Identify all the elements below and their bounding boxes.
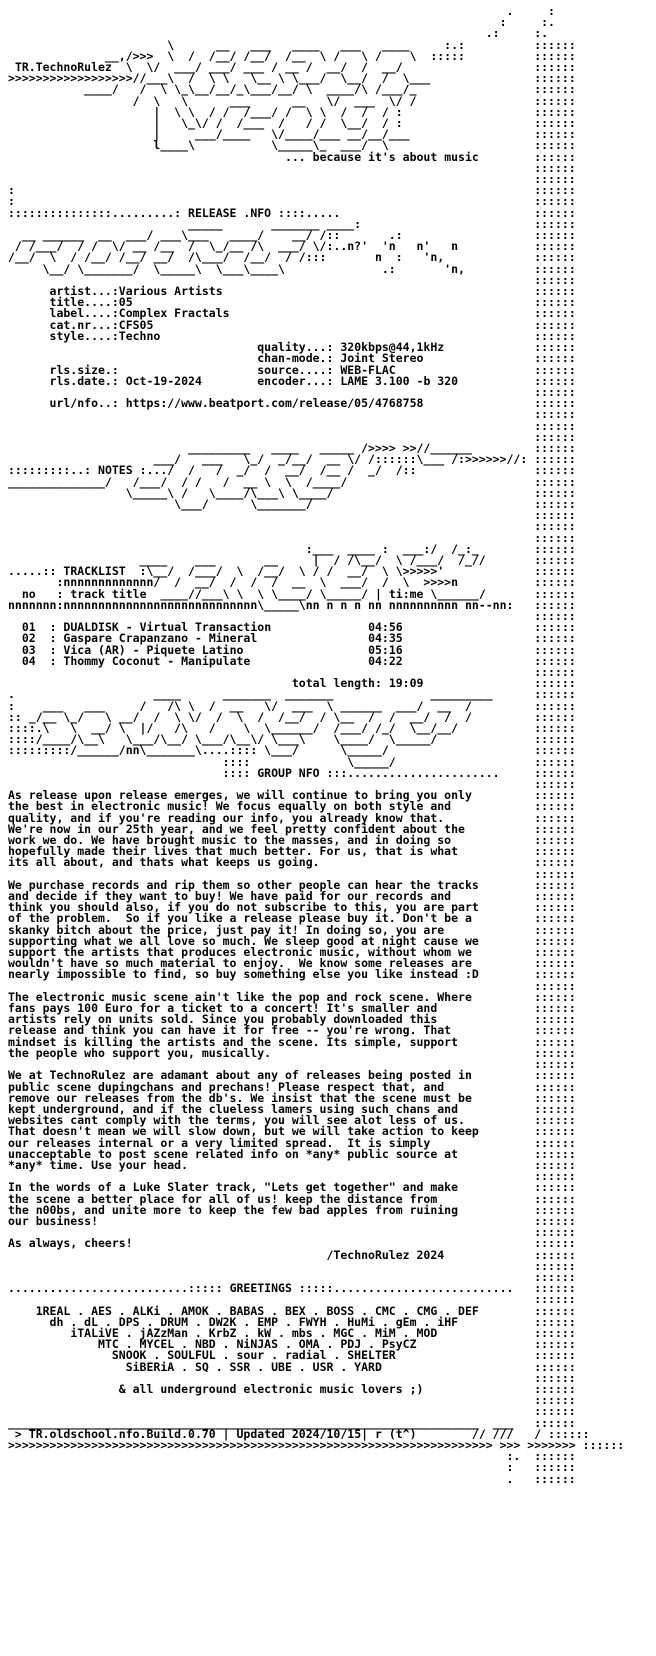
right-border: ::::::: [464, 37, 576, 52]
right-border: ::::::: [485, 552, 576, 567]
right-border: ::::::: [458, 1314, 576, 1329]
track-no: 01: [21, 620, 36, 635]
ascii-art: \ __ ___ ____ ___ ____ :.:: [8, 37, 465, 52]
right-border: :.: [506, 15, 555, 30]
group-text-line: As always, cheers!: [8, 1236, 133, 1251]
right-border: ::::::: [8, 407, 576, 422]
right-border: ::::::: [423, 396, 576, 411]
right-border: ::::::: [451, 799, 576, 814]
ascii-art: / \ \ ___ __ \/ ___ \/ /: [8, 93, 417, 108]
right-border: ::::::: [423, 1381, 576, 1396]
right-border: ::::::: [395, 754, 576, 769]
ascii-art: \__/ \_______/ \_____\ \___\____\ .: 'n,: [8, 261, 465, 276]
group-text-line: mindset is killing the artists and the scene. Its simple, support: [8, 1034, 459, 1049]
right-border: ::::::: [8, 272, 576, 287]
right-border: ::::::: [478, 541, 576, 556]
ascii-art: | ___/____ \/____/___ __/__/___: [8, 127, 410, 142]
right-border: ::::::: [8, 1057, 576, 1072]
right-border: ::::::: [8, 384, 576, 399]
ascii-art: :: [8, 194, 15, 209]
right-border: ::::::: [444, 250, 576, 265]
right-border: ::::::: [458, 575, 576, 590]
right-border: ::::::: [312, 496, 576, 511]
ascii-art: . ____ _______ _______ _________: [8, 687, 493, 702]
group-text-line: the people who support you, musically.: [8, 1045, 272, 1060]
right-border: ::::::: [8, 1292, 576, 1307]
right-border: ::::::: [478, 967, 576, 982]
group-text-line: As release upon release emerges, we will continue to bring you only: [8, 788, 472, 803]
ascii-art: l____\ \_____\_ ___/ \: [8, 138, 389, 153]
ascii-art: :nnnnnnnnnnnnn/ / __/ / / / __ \ ___/ / \ >>>>n: [8, 575, 459, 590]
group-text-line: In the words of a Luke Slater track, "Lets get together" and make: [8, 1180, 459, 1195]
group-text-line: think you should also, if you do not subscribe to this, you are part: [8, 900, 479, 915]
col-no: no: [21, 586, 36, 601]
ascii-art: nnnnnnn:nnnnnnnnnnnnnnnnnnnnnnnnnnnn\_____\nn n n n nn nnnnnnnnnn nn--nn:: [8, 597, 514, 612]
right-border: ::::::: [471, 709, 576, 724]
right-border: ::::::: [464, 821, 576, 836]
right-border: ::::::: [402, 631, 576, 646]
section-tracklist: TRACKLIST: [63, 564, 126, 579]
right-border: ::::::: [8, 429, 576, 444]
release-quality: 320kbps@44,1kHz: [340, 340, 445, 355]
nfo-document: . : : :. .: :. \ __ ___ ____ ___ ____ :.: :::::: __,/>>> \ / /__/ /__/ /__ \ / \ / \ ::::: :::::: TR.TechnoRulez \ \/ ___/ ___/ ___ / __ / __/ / __/ :::::: >>>>>>>>>>>>>>>>>>//___\ / \ \ \__ \ \___/ \__/ / \___ :::::: ____/ / \ \_\__/__/_\___/__/ \ ____/\ /___/_ :::::: / \ \ ___ __ \/ ___ \/ / :::::: | \ \ / / /___/ / \ \ / / / : :::::: | \_\/ / /___ / / / \__/ / : :::::: | ___/____ \/____/___ __/__/___ :::::: l____\ \_____\_ ___/ \ :::::: ... because it's about music :::::: :::::: :::::: : :::::: : :::::: :::::::::::::::.........: RELEASE .NFO ::::..... :::::: _____ _______ ____: :::::: __ ______ __ ___/ ___\___ ____/ __/ /:: .: :::::: / /___/ / / \/ __ /__ / \_/__ /\ ___/ \/:..n?' 'n n' n :::::: /__/ \ / /__/ /__/ __/ /\___/ /__/ / /::: n : 'n, :::::: \__/ \_______/ \_____\ \___\____\ .: 'n, :::::: :::::: artist...:Various Artists :::::: title....:05 :::::: label....:Complex Fractals :::::: cat.nr...:CFS05 :::::: style....:Techno :::::: quality...: 320kbps@44,1kHz :::::: chan-mode.: Joint Stereo :::::: rls.size.: source....: WEB-FLAC :::::: rls.date.: Oct-19-2024 encoder...: LAME 3.100 -b 320 :::::: :::::: url/nfo..: https://www.beatport.com/release/05/4768758 :::::: :::::: :::::: :::::: _________ ____ _____ />>>> >>//______ :::::: ___/ ___ \_/ _/__/ __ \/ /::::::\___ /:>>>>>>//: :::::: :::::::::..: NOTES :.../ / / _/ / __/ /__ / _/ /:: :::::: ______________/ /___/ / / / __ \ \ /____/ :::::: \_____\ / \____/\___\ \____/ :::::: \___/ \_______/ :::::: :::::: :::::: :::::: :___ ____ : ___:/ /_:_ :::::: ____ ___ __ | / /\__/ \ /___/ /_// :::::: .....:: TRACKLIST :\__/ /___/ \ /__/ \ / / __/ \ \>>>>>' :::::: :nnnnnnnnnnnnn/ / __/ / / / __ \ ___/ / \ >>>>n :::::: no : track title ____//___\ \ \ \____/ \_____/ | ti:me \______/ :::::: nnnnnnn:nnnnnnnnnnnnnnnnnnnnnnnnnnnn\_____\nn n n n nn nnnnnnnnnn nn--nn: :::::: :::::: 01 : DUALDISK - Virtual Transaction 04:56 :::::: 02 : Gaspare Crapanzano - Mineral 04:35 :::::: 03 : Vica (AR) - Piquete Latino 05:16 :::::: 04 : Thommy Coconut - Manipulate 04:22 :::::: :::::: total length: 19:09 :::::: . ____ _______ _______ _________ :::::: : ___ ___ / /\ \ / __ \/ ___ \ ______ ___/ __ / :::::: :: _/__ \_/ \ __/ / \ \/ / \ / /__/ / \__ / / __/ / / :::::: ::::.\ \ __/ \ |/ /\ / \ \______/ /___/ /_/ \__/__/ :::::: ::::/____/\__\ \___/\__/ \___/\__\/ \___\ \____/ \_____/ :::::: :::::::::/______/nn\_______\....:::: \___/ \_____/ :::::: :::: \_____/ :::::: :::: GROUP NFO :::...................... :::::: :::::: As release upon release emerges, we will continue to bring you only :::::: the best in electronic music! We focus equally on both style and :::::: quality, and if you're reading our info, you already know that. :::::: We're now in our 25th year, and we feel pretty confident about the :::::: work we do. We have brought music to the masses, and in doing so :::::: hopefully made their lives that much better. For us, that is what :::::: its all about, and thats what keeps us going. :::::: :::::: We purchase records and rip them so other people can hear the tracks :::::: and decide if they want to buy! We have paid for our records and :::::: think you should also, if you do not subscribe to this, you are part :::::: of the problem. So if you like a release please buy it. Don't be a :::::: skanky bitch about the price, just pay it! In doing so, you are :::::: supporting what we all love so much. We sleep good at night cause we :::::: support the artists that produces electronic music, without whom we :::::: wouldn't have so much material to enjoy. We know some releases are :::::: nearly impossible to find, so buy something else you like instead :D :::::: :::::: The electronic music scene ain't like the pop and rock scene. Where :::::: fans pays 100 Euro for a ticket to a concert! It's smaller and :::::: artists rely on units sold. Since you probably downloaded this :::::: release and think you can have it for free -- you're wrong. That :::::: mindset is killing the artists and the scene. Its simple, support :::::: the people who support you, musically. :::::: :::::: We at TechnoRulez are adamant about any of releases being posted in :::::: public scene dupingchans and prechans! Please respect that, and :::::: remove our releases from the db's. We insist that the scene must be :::::: kept underground, and if the clueless lamers using such chans and :::::: websites cant comply with the terms, you will see alot less of us. :::::: That doesn't mean we will slow down, but we will take action to keep :::::: our releases internal or a very limited spread. It is simply :::::: unacceptable to post scene related info on *any* public source at :::::: *any* time. Use your head. :::::: :::::: In the words of a Luke Slater track, "Lets get together" and make :::::: the scene a better place for all of us! keep the distance from :::::: the n00bs, and unite more to keep the few bad apples from ruining :::::: our business! :::::: :::::: As always, cheers! :::::: /TechnoRulez 2024 :::::: :::::: :::::: ..........................::::: GREETINGS :::::.......................... :::::: :::::: 1REAL . AES . ALKi . AMOK . BABAS . BEX . BOSS . CMC . CMG . DEF :::::: dh . dL . DPS . DRUM . DW2K . EMP . FWYH . HuMi . gEm . iHF :::::: iTALiVE . jAZzMan . KrbZ . kW . mbs . MGC . MiM . MOD :::::: MTC . MYCEL . NBD . NiNJAS . OMA . PDJ . PsyCZ :::::: SNOOK . SOULFUL . sour . radial . SHELTER :::::: SiBERiA . SQ . SSR . UBE . USR . YARD :::::: :::::: & all underground electronic music lovers ;) :::::: :::::: :::::: ____________________________________________________________________ ___ :::::: > TR.oldschool.nfo.Build.0.70 | Updated 2024/10/15| r (t^) // /// / :::::: >>>>>>>>>>>>>>>>>>>>>>>>>>>>>>>>>>>>>>>>>>>>>>>>>>>>>>>>>>>>>>>>>>>>>> >>> >>>>>>> :::::: :. :::::: : :::::: . ::::::: [8, 4, 625, 1486]
ascii-art: :: [8, 15, 507, 30]
right-border: ::::::: [160, 328, 576, 343]
right-border: ::::::: [513, 1415, 576, 1430]
right-border: ::::::: [471, 1090, 576, 1105]
section-notes: NOTES: [98, 463, 133, 478]
right-border: ::::::: [8, 608, 576, 623]
col-time: ti:me: [388, 586, 424, 601]
right-border: ::::::: [458, 721, 576, 735]
brand-name: TR.TechnoRulez: [14, 60, 112, 75]
right-border: ::::::: [188, 1157, 576, 1172]
right-border: ::::::: [471, 788, 576, 803]
group-text-line: of the problem. So if you like a release please buy it. Don't be a: [8, 911, 472, 926]
right-border: ::::::: [409, 127, 576, 142]
section-greetings: GREETINGS: [229, 1281, 292, 1296]
right-border: ::::::: [229, 306, 576, 321]
right-border: ::::::: [14, 194, 576, 209]
right-border: ::::::: [478, 933, 576, 948]
ascii-art: /__/ \ / /__/ /__/ __/ /\___/ /__/ / /::: n : 'n,: [8, 250, 445, 265]
ascii-art: : ___ ___ / /\ \ / __ \/ ___ \ ______ ___/ __ /: [8, 698, 472, 713]
ascii-art: ____/ / \ \_\__/__/_\___/__/ \ ____/\ /___/_: [8, 82, 417, 97]
ascii-art: .: [8, 4, 514, 18]
ascii-art: __ ______ __ ___/ ___\___ ____/ __/ /:: .:: [8, 228, 403, 243]
right-border: ::::::: [451, 889, 576, 904]
total-length-label: total length:: [291, 676, 382, 691]
group-text-line: We're now in our 25th year, and we feel pretty confident about the: [8, 821, 465, 836]
greetings-line: SiBERiA . SQ . SSR . UBE . USR . YARD: [125, 1359, 382, 1374]
group-text-line: and decide if they want to buy! We have paid for our records and: [8, 889, 452, 904]
right-border: ::::::: [444, 810, 576, 825]
right-border: ::::::: [8, 1169, 576, 1184]
footer-build: TR.oldschool.nfo.Build.0.70: [28, 1426, 216, 1441]
track-title: Vica (AR) - Piquete Latino: [63, 642, 244, 657]
ascii-art: .:: [8, 26, 500, 41]
right-border: ::::::: [513, 1471, 576, 1486]
right-border: ::::::: [471, 956, 576, 971]
release-encoder: LAME 3.100 -b 320: [340, 373, 459, 388]
group-text-line: kept underground, and if the clueless lamers using such chans and: [8, 1101, 459, 1116]
right-border: ::::::: [444, 1247, 576, 1262]
right-border: ::::::: [8, 1225, 576, 1240]
right-border: ::::::: [444, 1079, 576, 1094]
group-text-line: public scene dupingchans and prechans! Please respect that, and: [8, 1079, 445, 1094]
group-text-line: *any* time. Use your head.: [8, 1157, 189, 1172]
right-border: ::::::: [430, 1135, 576, 1150]
group-text-line: remove our releases from the db's. We insist that the scene must be: [8, 1090, 472, 1105]
right-border: ::::::: [416, 93, 576, 108]
right-border: ::::::: [8, 1258, 576, 1273]
ascii-art: >>>>>>>>>>>>>>>>>>>>>>>>>>>>>>>>>>>>>>>>>>>>>>>>>>>>>>>>>>>>>>>>>>>>>> >>> >>>>>>>: [8, 1438, 576, 1452]
right-border: ::::::: [437, 1012, 576, 1027]
right-border: ::::::: [471, 440, 576, 455]
group-text-line: the n00bs, and unite more to keep the few bad apples from ruining: [8, 1202, 459, 1217]
right-border: ::::::: [402, 653, 576, 668]
right-border: ::::::: [416, 82, 576, 97]
right-border: ::::::: [347, 474, 576, 489]
group-text-line: We at TechnoRulez are adamant about any of releases being posted in: [8, 1068, 472, 1083]
group-text-line: support the artists that produces electronic music, without whom we: [8, 945, 472, 960]
track-time: 04:22: [368, 653, 403, 668]
release-source: WEB-FLAC: [340, 362, 396, 377]
group-text-line: the scene a better place for all of us! keep the distance from: [8, 1191, 438, 1206]
right-border: ::::::: [8, 160, 576, 175]
right-border: ::::::: [395, 362, 576, 377]
right-border: ::::::: [8, 978, 576, 993]
group-text-line: skanky bitch about the price, just pay it! In doing so, you are: [8, 922, 445, 937]
right-border: ::::::: [430, 71, 576, 86]
track-time: 05:16: [368, 642, 403, 657]
right-border: ::::::: [471, 911, 576, 926]
right-border: ::::::: [464, 1113, 576, 1128]
right-border: ::::::: [513, 1460, 576, 1475]
group-text-line: nearly impossible to find, so buy something else you like instead :D: [8, 967, 479, 982]
right-border: ::::::: [444, 922, 576, 937]
group-text-line: wouldn't have so much material to enjoy. We know some releases are: [8, 956, 472, 971]
right-border: ::::::: [8, 664, 576, 679]
right-border: :: [513, 4, 555, 18]
total-length: 19:09: [388, 676, 424, 691]
group-text-line: our releases internal or a very limited spread. It is simply: [8, 1135, 431, 1150]
ascii-art: :: _/__ \_/ \ __/ / \ \/ / \ / /__/ / \__ / / __/ / /: [8, 709, 472, 724]
group-text-line: work we do. We have brought music to the masses, and in doing so: [8, 833, 452, 848]
right-border: ::::::: [340, 205, 576, 220]
ascii-art: :: [8, 183, 15, 198]
group-text-line: our business!: [8, 1213, 99, 1228]
ascii-art: ______________/ /___/ / / / __ \ \ /____/: [8, 474, 348, 489]
ascii-art: _____ _______ ____:: [8, 216, 362, 231]
track-no: 04: [21, 653, 36, 668]
right-border: ::::::: [458, 1146, 576, 1161]
track-no: 03: [21, 642, 36, 657]
ascii-art: ____ ___ __ | / /\__/ \ /___/ /_//: [8, 552, 486, 567]
right-border: ::::::: [471, 1068, 576, 1083]
right-border: ::::::: [471, 989, 576, 1004]
right-border: ::::::: [527, 452, 576, 467]
right-border: ::::::: [132, 1236, 576, 1251]
right-border: ::::::: [153, 317, 576, 332]
right-border: ::::::: [478, 877, 576, 892]
right-border: ::::::: [513, 597, 576, 612]
right-border: ::::::: [458, 1034, 576, 1049]
right-border: ::::::: [437, 1325, 576, 1340]
tagline: ... because it's about music: [284, 149, 479, 164]
right-border: ::::::: [319, 855, 576, 870]
right-border: ::::::: [464, 261, 576, 276]
section-group-nfo: GROUP NFO: [257, 765, 320, 780]
right-border: ::::::: [423, 676, 576, 691]
right-border: ::::::: [513, 1281, 576, 1296]
ascii-art: :::::::::/______/nn\_______\....:::: \___/ \_____/: [8, 743, 389, 758]
release-label: Complex Fractals: [118, 306, 230, 321]
group-text-line: release and think you can have it for free -- you're wrong. That: [8, 1023, 452, 1038]
right-border: ::::::: [471, 945, 576, 960]
right-border: ::::::: [437, 1191, 576, 1206]
right-border: ::::::: [8, 1370, 576, 1385]
release-cat-nr: CFS05: [118, 317, 154, 332]
right-border: ::::::: [416, 1337, 576, 1352]
right-border: ::::::: [8, 1404, 576, 1419]
right-border: ::::::: [478, 1124, 576, 1139]
ascii-art: ::::.\ \ __/ \ |/ /\ / \ \______/ /___/ /_/ \__/__/: [8, 721, 459, 735]
section-release-nfo: RELEASE .NFO: [188, 205, 272, 220]
right-border: ::::::: [492, 687, 576, 702]
right-border: ::::::: [98, 1213, 576, 1228]
group-text-line: The electronic music scene ain't like the pop and rock scene. Where: [8, 989, 472, 1004]
greetings-line: 1REAL . AES . ALKi . AMOK . BABAS . BEX . BOSS . CMC . CMG . DEF: [35, 1303, 479, 1318]
right-border: ::::::: [451, 1023, 576, 1038]
signature: /TechnoRulez 2024: [326, 1247, 445, 1262]
right-border: ::::::: [8, 866, 576, 881]
ascii-art: _________ ____ _____ />>>> >>//______: [8, 440, 472, 455]
group-text-line: unacceptable to post scene related info on *any* public source at: [8, 1146, 459, 1161]
group-text-line: hopefully made their lives that much better. For us, that is what: [8, 844, 459, 859]
group-text-line: the best in electronic music! We focus equally on both style and: [8, 799, 452, 814]
right-border: ::::::: [541, 1426, 590, 1441]
right-border: ::::::: [485, 586, 576, 601]
right-border: ::::::: [8, 519, 576, 534]
right-border: ::::::: [8, 777, 576, 792]
right-border: ::::::: [499, 765, 576, 780]
greetings-footer: & all underground electronic music lovers ;): [118, 1381, 424, 1396]
greetings-line: iTALiVE . jAZzMan . KrbZ . kW . mbs . MGC . MiM . MOD: [70, 1325, 438, 1340]
greetings-line: dh . dL . DPS . DRUM . DW2K . EMP . FWYH . HuMi . gEm . iHF: [49, 1314, 459, 1329]
col-title: track title: [70, 586, 147, 601]
right-border: ::::::: [402, 228, 576, 243]
right-border: ::::::: [388, 743, 576, 758]
release-title: 05: [118, 295, 133, 310]
ascii-art: __,/>>> \ / /__/ /__/ /__ \ / \ / \ :::::: [8, 48, 465, 63]
ascii-art: ____________________________________________________________________ ___: [8, 1415, 514, 1430]
right-border: ::::::: [132, 295, 576, 310]
right-border: ::::::: [402, 620, 576, 635]
ascii-art: | \_\/ / /___ / / / \__/ / :: [8, 116, 403, 131]
right-border: ::::::: [458, 239, 576, 254]
group-text-line: quality, and if you're reading our info, you already know that.: [8, 810, 445, 825]
group-text-line: supporting what we all love so much. We sleep good at night cause we: [8, 933, 479, 948]
right-border: ::::::: [437, 1001, 576, 1016]
right-border: ::::::: [458, 1202, 576, 1217]
ascii-art: ___/ ___ \_/ _/__/ __ \/ /::::::\___ /:>>>>>>//:: [8, 452, 528, 467]
group-text-line: We purchase records and rip them so other people can hear the tracks: [8, 877, 479, 892]
right-border: ::::::: [8, 508, 576, 523]
ascii-art: :___ ____ : ___:/ /_:_: [8, 541, 479, 556]
right-border: ::::::: [478, 149, 576, 164]
group-text-line: fans pays 100 Euro for a ticket to a concert! It's smaller and: [8, 1001, 438, 1016]
right-border: ::::::: [458, 1180, 576, 1195]
ascii-art: :.: [8, 1449, 521, 1464]
group-text-line: artists rely on units sold. Since you probably downloaded this: [8, 1012, 438, 1027]
right-border: ::::::: [423, 351, 576, 366]
ascii-art: / /___/ / / \/ __ /__ / \_/__ /\ ___/ \/:..n?' 'n n' n: [8, 239, 459, 254]
right-border: ::::::: [451, 833, 576, 848]
right-border: ::::::: [444, 340, 576, 355]
ascii-art: :: [8, 1460, 514, 1475]
right-border: ::::::: [8, 530, 576, 545]
release-style: Techno: [118, 328, 161, 343]
ascii-art: :::: \_____/: [8, 754, 396, 769]
right-border: ::::::: [395, 1348, 576, 1363]
right-border: ::::::: [402, 642, 576, 657]
right-border: ::::::: [388, 138, 576, 153]
right-border: ::::::: [14, 183, 576, 198]
ascii-art: >>>>>>>>>>>>>>>>>>//___\ / \ \ \__ \ \___/ \__/ / \___: [8, 71, 431, 86]
right-border: ::::::: [416, 463, 576, 478]
right-border: ::::::: [458, 844, 576, 859]
right-border: ::::::: [464, 48, 576, 63]
release-url: https://www.beatport.com/release/05/4768758: [125, 396, 424, 411]
right-border: ::::::: [458, 373, 576, 388]
track-title: Thommy Coconut - Manipulate: [63, 653, 251, 668]
right-border: ::::::: [8, 1393, 576, 1408]
right-border: ::::::: [458, 1101, 576, 1116]
right-border: ::::::: [478, 900, 576, 915]
ascii-art: \___/ \_______/: [8, 496, 313, 511]
track-title: Gaspare Crapanzano - Mineral: [63, 631, 258, 646]
greetings-line: SNOOK . SOULFUL . sour . radial . SHELTER: [111, 1348, 396, 1363]
group-text-line: websites cant comply with the terms, you will see alot less of us.: [8, 1113, 465, 1128]
ascii-art: \_____\ / \____/\___\ \____/: [8, 485, 334, 500]
right-border: ::::::: [8, 418, 576, 433]
right-border: ::::::: [381, 1359, 576, 1374]
greetings-line: MTC . MYCEL . NBD . NiNJAS . OMA . PDJ . PsyCZ: [98, 1337, 417, 1352]
group-text-line: its all about, and thats what keeps us going.: [8, 855, 320, 870]
ascii-art: .: [8, 1471, 514, 1486]
right-border: ::::::: [333, 485, 576, 500]
right-border: ::::::: [8, 172, 576, 187]
right-border: ::::::: [402, 104, 576, 119]
right-border: ::::::: [402, 116, 576, 131]
right-border: ::::::: [8, 1269, 576, 1284]
right-border: ::::::: [437, 732, 576, 747]
right-border: ::::::: [402, 60, 576, 75]
ascii-art: ::::/____/\__\ \___/\__/ \___/\__\/ \___\ \____/ \_____/: [8, 732, 438, 747]
footer-updated: Updated 2024/10/15: [236, 1426, 362, 1441]
right-border: ::::::: [478, 1303, 576, 1318]
release-rls-date: Oct-19-2024: [125, 373, 202, 388]
track-time: 04:56: [368, 620, 403, 635]
right-border: ::::::: [575, 1438, 625, 1452]
right-border: ::::::: [444, 564, 576, 579]
right-border: ::::::: [471, 698, 576, 713]
track-time: 04:35: [368, 631, 403, 646]
ascii-art: | \ \ / / /___/ / \ \ / / / :: [8, 104, 403, 119]
right-border: ::::::: [361, 216, 576, 231]
group-text-line: That doesn't mean we will slow down, but we will take action to keep: [8, 1124, 479, 1139]
release-artist: Various Artists: [118, 284, 223, 299]
right-border: :.: [499, 26, 549, 41]
right-border: ::::::: [222, 284, 576, 299]
track-no: 02: [21, 631, 36, 646]
release-chan-mode: Joint Stereo: [340, 351, 424, 366]
track-title: DUALDISK - Virtual Transaction: [63, 620, 272, 635]
right-border: ::::::: [271, 1045, 576, 1060]
right-border: ::::::: [520, 1449, 576, 1464]
